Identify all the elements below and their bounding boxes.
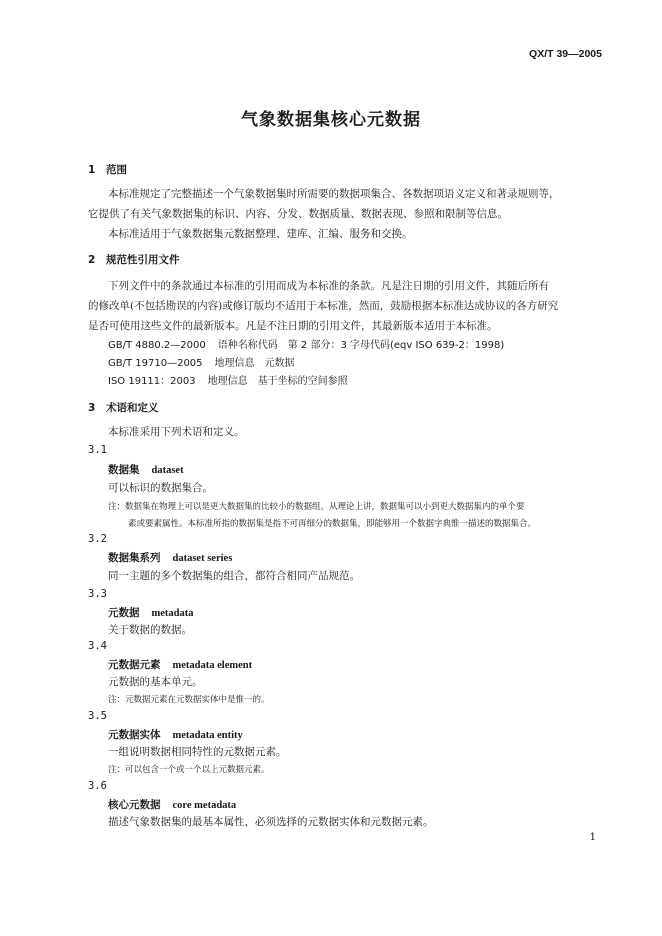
section-title: 规范性引用文件 [106,254,180,266]
term-en: dataset series [172,553,233,564]
term-number: 3.1 [88,444,107,456]
term-definition: 同一主题的多个数据集的组合，都符合相同产品规范。 [108,570,360,582]
term-heading [108,550,232,565]
term-number: 3.6 [88,780,107,792]
section-2-heading [88,252,180,267]
reference-code: GB/T 19710—2005 [108,358,203,369]
section-2-para-line-3: 是否可使用这些文件的最新版本。凡是不注日期的引用文件，其最新版本适用于本标准。 [88,320,498,332]
term-zh: 元数据 [108,607,140,619]
reference-item [108,336,504,351]
section-1-heading [88,162,127,177]
term-note-continued: 素或要素属性。本标准所指的数据集是指不可再细分的数据集，即能够用一个数据字典惟一描述的数据集合。 [128,519,537,529]
reference-code: ISO 19111：2003 [108,376,196,387]
section-number: 1 [88,164,96,176]
term-heading [108,797,236,812]
reference-item [108,372,348,387]
term-zh: 核心元数据 [108,799,161,811]
term-number: 3.4 [88,640,107,652]
term-zh: 元数据实体 [108,729,161,741]
term-en: core metadata [172,800,237,811]
term-definition: 一组说明数据相同特性的元数据元素。 [108,746,287,758]
term-en: metadata entity [172,730,243,741]
section-title: 术语和定义 [106,402,159,414]
section-1-para-2: 本标准适用于气象数据集元数据整理、建库、汇编、服务和交换。 [108,228,413,240]
section-3-intro: 本标准采用下列术语和定义。 [108,426,245,438]
term-zh: 数据集系列 [108,552,161,564]
term-heading [108,727,243,742]
term-note: 注：可以包含一个或一个以上元数据元素。 [108,765,270,775]
term-definition: 可以标识的数据集合。 [108,482,213,494]
term-zh: 数据集 [108,464,140,476]
document-title: 气象数据集核心元数据 [241,110,421,130]
term-en: metadata element [172,660,253,671]
term-en: dataset [151,465,184,476]
reference-title: 地理信息 元数据 [214,358,295,369]
reference-code: GB/T 4880.2—2000 [108,340,206,351]
term-note: 注：元数据元素在元数据实体中是惟一的。 [108,695,270,705]
term-definition: 关于数据的数据。 [108,624,192,636]
term-number: 3.2 [88,533,107,545]
section-1-para-1-line-1: 本标准规定了完整描述一个气象数据集时所需要的数据项集合、各数据项语义定义和著录规则等， [108,188,560,200]
term-heading [108,605,194,620]
section-2-para-line-1: 下列文件中的条款通过本标准的引用而成为本标准的条款。凡是注日期的引用文件，其随后所有 [108,280,549,292]
term-note: 注：数据集在物理上可以是更大数据集的比较小的数据组。从理论上讲，数据集可以小到更大数据集内的单个要 [108,502,525,512]
term-en: metadata [151,608,194,619]
section-title: 范围 [106,164,127,176]
reference-item [108,354,295,369]
section-3-heading [88,400,159,415]
term-heading [108,657,252,672]
section-number: 3 [88,402,96,414]
page-number: 1 [589,832,596,843]
term-definition: 元数据的基本单元。 [108,676,203,688]
term-number: 3.5 [88,710,107,722]
section-number: 2 [88,254,96,266]
term-definition: 描述气象数据集的最基本属性，必须选择的元数据实体和元数据元素。 [108,816,434,828]
reference-title: 地理信息 基于坐标的空间参照 [207,376,348,387]
section-1-para-1-line-2: 它提供了有关气象数据集的标识、内容、分发、数据质量、数据表现、参照和限制等信息。 [88,208,508,220]
term-zh: 元数据元素 [108,659,161,671]
term-number: 3.3 [88,588,107,600]
reference-title: 语种名称代码 第 2 部分：3 字母代码(eqv ISO 639-2：1998) [217,340,505,351]
standard-code: QX/T 39—2005 [529,48,602,60]
section-2-para-line-2: 的修改单(不包括勘误的内容)或修订版均不适用于本标准，然而，鼓励根据本标准达成协议的各方研究 [88,300,559,312]
term-heading [108,462,184,477]
